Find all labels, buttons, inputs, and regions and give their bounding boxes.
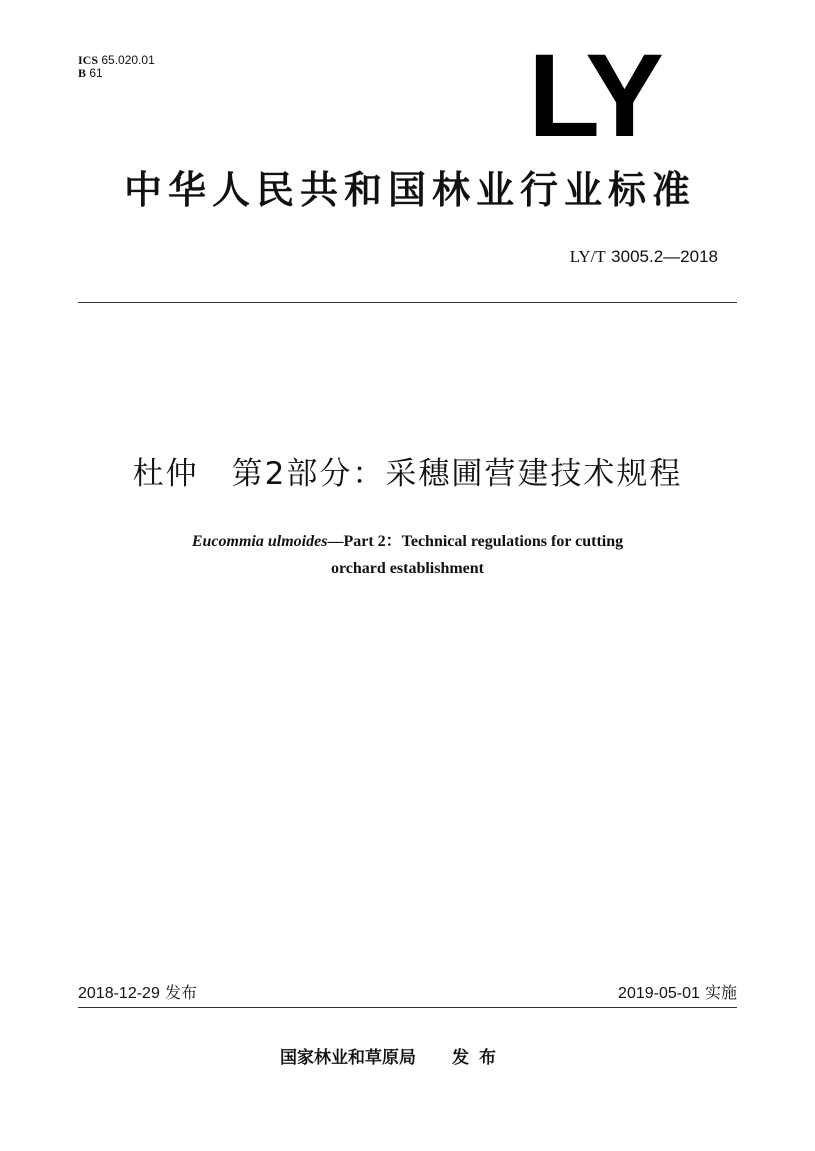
document-title-en bbox=[100, 528, 715, 582]
en-title-line-1 bbox=[100, 528, 715, 555]
ccs-label: B bbox=[78, 66, 87, 80]
issuing-authority bbox=[280, 1046, 506, 1070]
implementation-date-label: 实施 bbox=[704, 983, 737, 1002]
implementation-date-value: 2019-05-01 bbox=[618, 985, 700, 1002]
bottom-divider bbox=[78, 1007, 737, 1008]
document-title-cn: 杜仲 第2部分：采穗圃营建技术规程 bbox=[132, 456, 683, 492]
issue-date bbox=[78, 983, 197, 1004]
top-divider bbox=[78, 302, 737, 303]
ics-value: 65.020.01 bbox=[101, 53, 155, 67]
en-title-species: Eucommia ulmoides bbox=[191, 533, 328, 550]
ly-logo: LY bbox=[528, 30, 660, 162]
standard-number-value: 3005.2—2018 bbox=[611, 247, 718, 266]
en-title-line-2: orchard establishment bbox=[330, 560, 485, 577]
standard-number-prefix: LY/T bbox=[569, 247, 606, 266]
ics-label: ICS bbox=[78, 53, 99, 67]
ccs-value: 61 bbox=[89, 66, 103, 80]
ccs-code bbox=[78, 67, 155, 80]
issue-date-label: 发布 bbox=[164, 983, 197, 1002]
classification-codes bbox=[78, 54, 155, 80]
en-title-part: —Part 2：Technical regulations for cutting bbox=[327, 533, 624, 550]
issuer-action: 发布 bbox=[452, 1048, 506, 1068]
standard-number bbox=[570, 246, 718, 268]
issuer-name: 国家林业和草原局 bbox=[280, 1048, 416, 1068]
issue-date-value: 2018-12-29 bbox=[78, 985, 160, 1002]
implementation-date bbox=[618, 983, 737, 1004]
standard-title: 中华人民共和国林业行业标准 bbox=[123, 168, 696, 212]
